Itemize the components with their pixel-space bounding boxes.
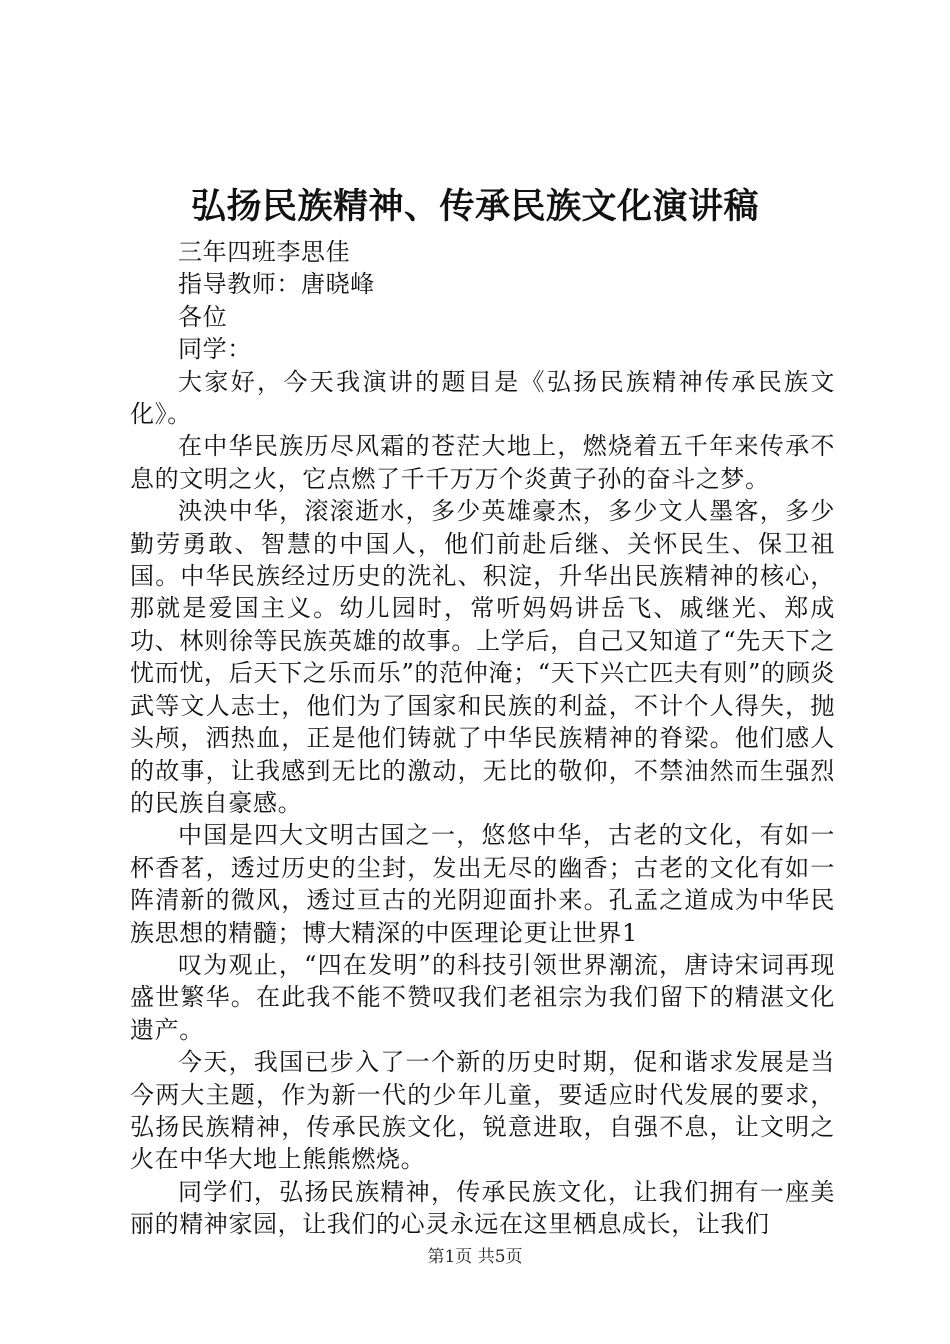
page-footer: 第1页 共5页	[427, 1247, 523, 1267]
salutation-line-1: 各位	[178, 302, 228, 331]
paragraph-7: 同学们，弘扬民族精神，传承民族文化，让我们拥有一座美丽的精神家园，让我们的心灵永远在这里栖息成长，让我们	[130, 1177, 835, 1239]
salutation-line-2: 同学：	[178, 335, 252, 364]
document-body	[130, 236, 835, 1241]
author-line: 三年四班李思佳	[178, 238, 351, 266]
paragraph-5: 叹为观止，“四在发明”的科技引领世界潮流，唐诗宋词再现盛世繁华。在此我不能不赞叹我们老祖宗为我们留下的精湛文化遗产。	[130, 950, 835, 1044]
paragraph-4: 中国是四大文明古国之一，悠悠中华，古老的文化，有如一杯香茗，透过历史的尘封，发出无尽的幽香；古老的文化有如一阵清新的微风，透过亘古的光阴迎面扑来。孔孟之道成为中华民族思想的精髓；博大精深的中医理论更让世界1	[130, 821, 835, 947]
paragraph-2: 在中华民族历尽风霜的苍茫大地上，燃烧着五千年来传承不息的文明之火，它点燃了千千万万个炎黄子孙的奋斗之梦。	[130, 432, 835, 493]
paragraph-1: 大家好，今天我演讲的题目是《弘扬民族精神传承民族文化》。	[130, 367, 835, 429]
paragraph-3: 泱泱中华，滚滚逝水，多少英雄豪杰，多少文人墨客，多少勤劳勇敢、智慧的中国人，他们前赴后继、关怀民生、保卫祖国。中华民族经过历史的洗礼、积淀，升华出民族精神的核心，那就是爱国主义。幼儿园时，常听妈妈讲岳飞、戚继光、郑成功、林则徐等民族英雄的故事。上学后，自己又知道了“先天下之忧而忧，后天下之乐而乐”的范仲淹；“天下兴亡匹夫有则”的顾炎武等文人志士，他们为了国家和民族的利益，不计个人得失，抛头颅，洒热血，正是他们铸就了中华民族精神的脊梁。他们感人的故事，让我感到无比的激动，无比的敬仰，不禁油然而生强烈的民族自豪感。	[130, 497, 835, 817]
teacher-line: 指导教师：唐晓峰	[178, 270, 375, 299]
document-title: 弘扬民族精神、传承民族文化演讲稿	[190, 186, 759, 227]
paragraph-6: 今天，我国已步入了一个新的历史时期，促和谐求发展是当今两大主题，作为新一代的少年儿童，要适应时代发展的要求，弘扬民族精神，传承民族文化，锐意进取，自强不息，让文明之火在中华大地上熊熊燃烧。	[130, 1048, 835, 1174]
